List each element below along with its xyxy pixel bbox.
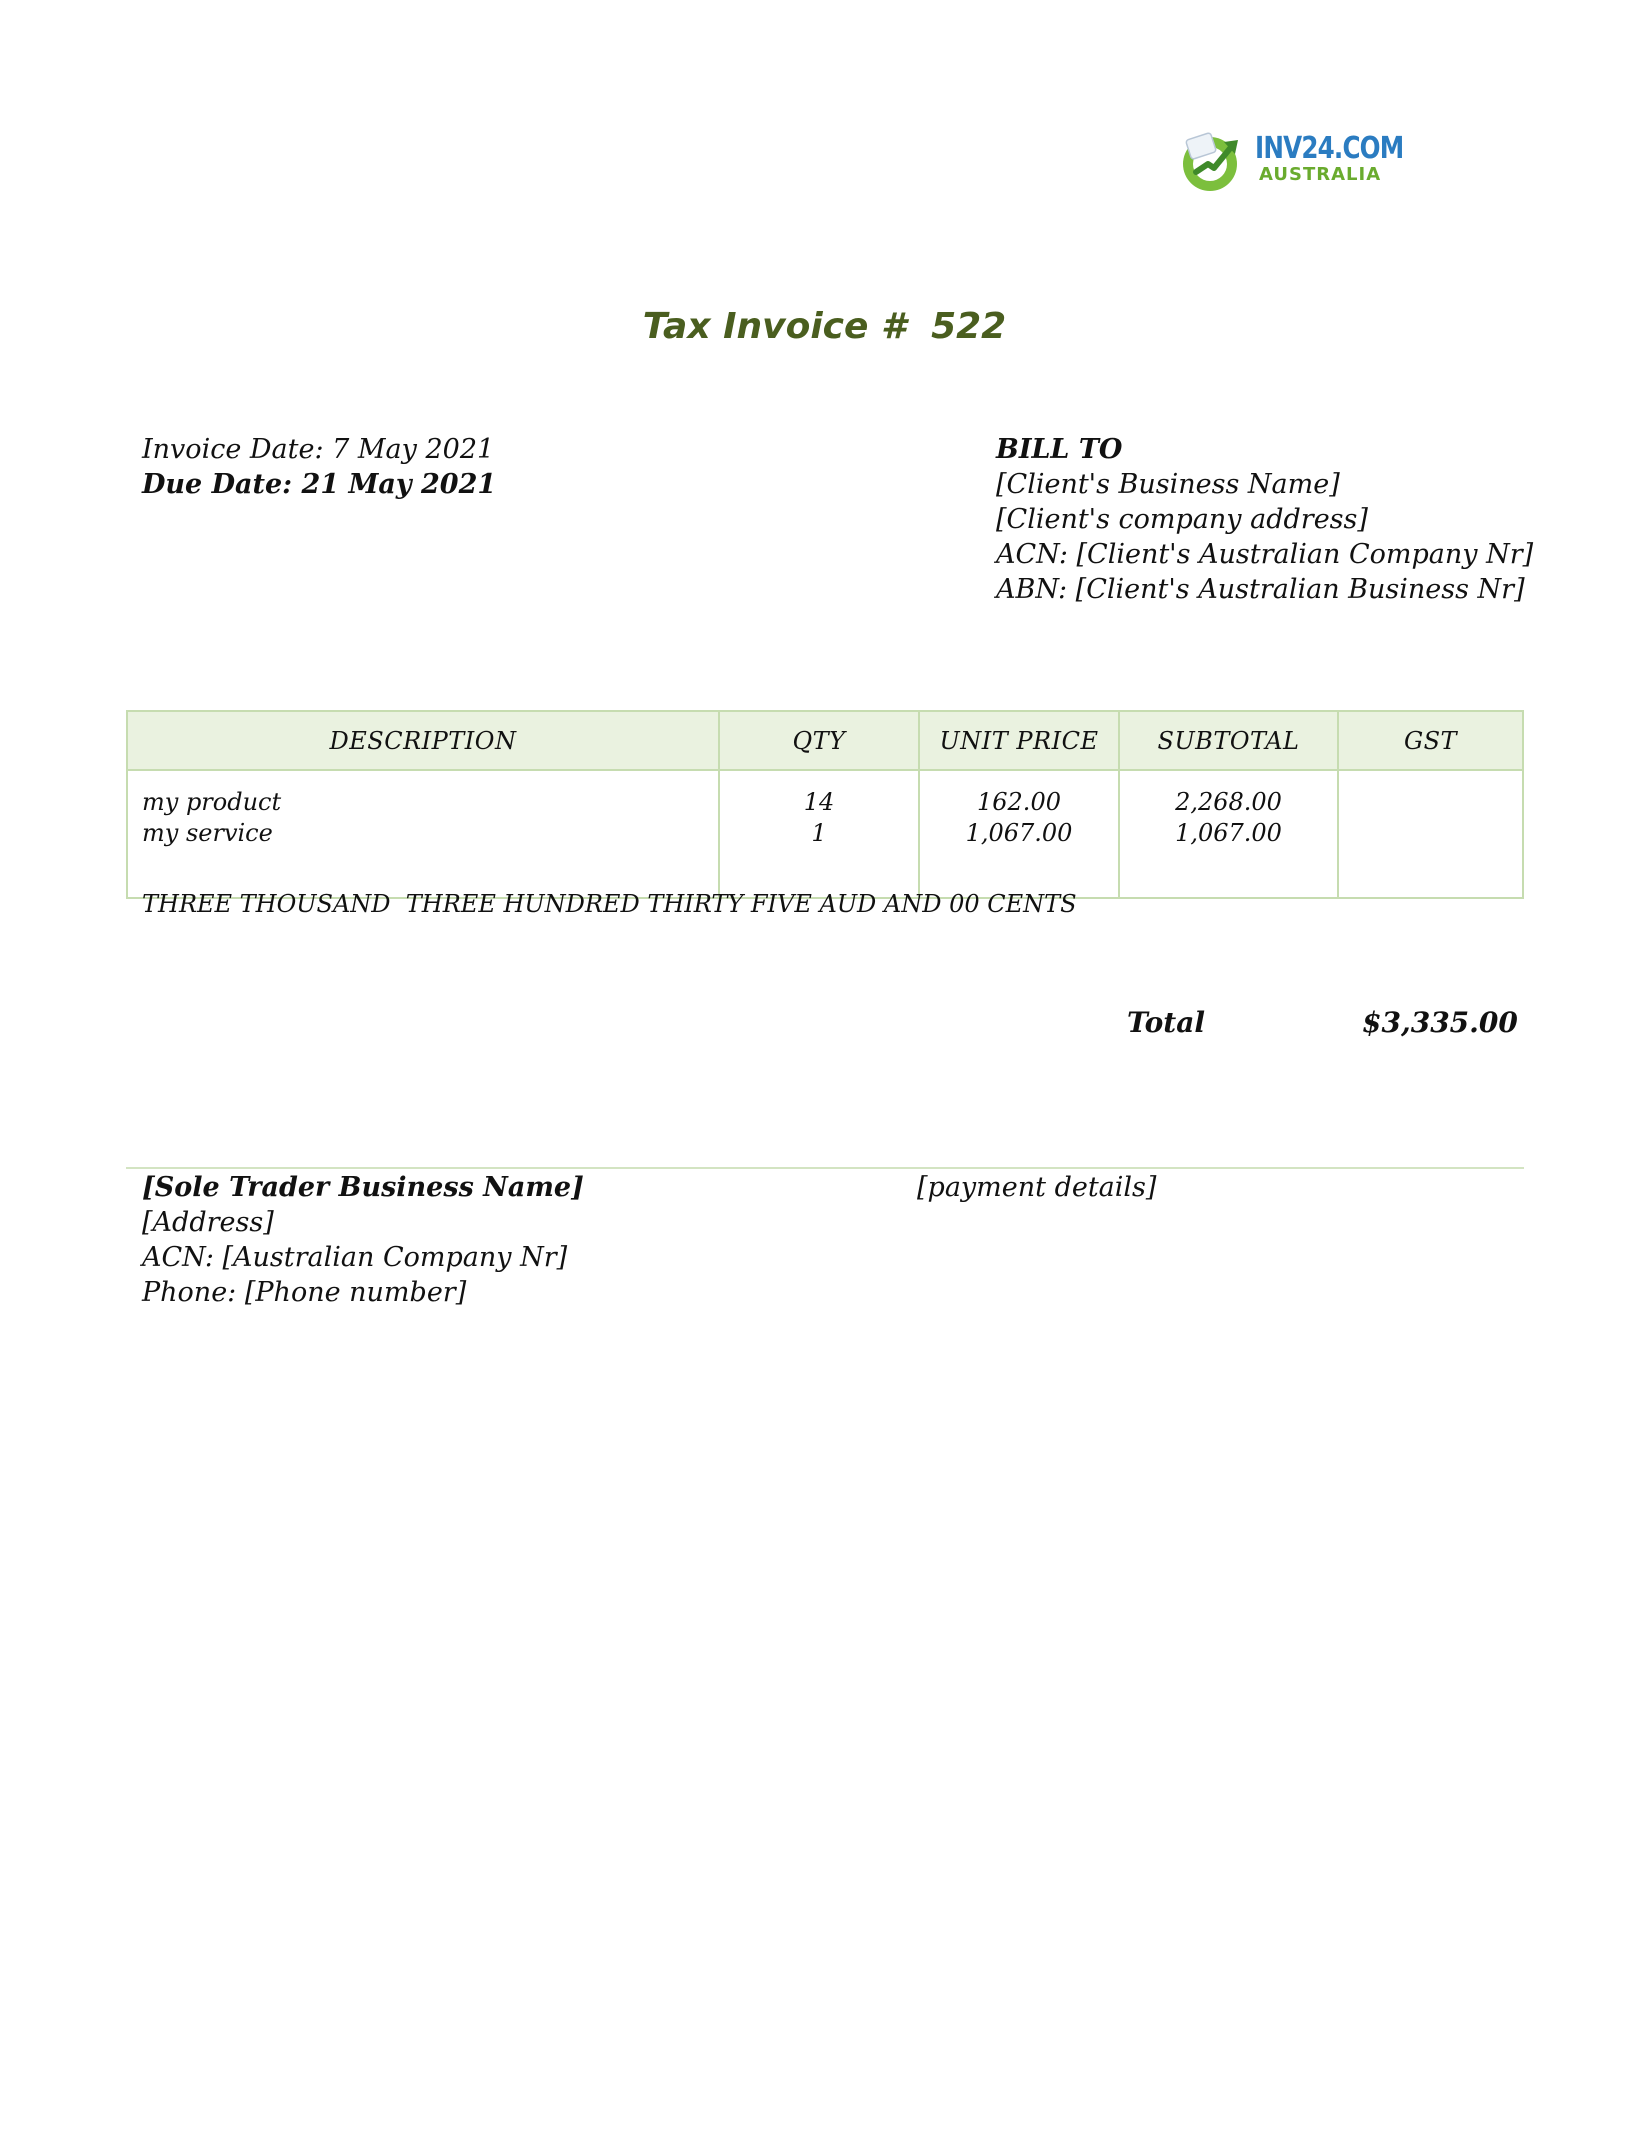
item-unit-price: 162.00 <box>977 788 1061 816</box>
total-label: Total <box>1127 1006 1206 1039</box>
client-acn: ACN: [Client's Australian Company Nr] <box>996 539 1534 570</box>
header-qty: QTY <box>719 711 919 770</box>
amount-in-words: THREE THOUSAND THREE HUNDRED THIRTY FIVE AUD AND 00 CENTS <box>142 890 1077 918</box>
client-business-name: [Client's Business Name] <box>996 469 1340 500</box>
item-qty: 1 <box>811 819 827 847</box>
invoice-title-prefix: Tax Invoice # <box>642 306 906 347</box>
cell-unit-price <box>919 770 1119 898</box>
header-subtotal: SUBTOTAL <box>1119 711 1338 770</box>
logo-wordmark <box>1255 131 1436 185</box>
cell-gst <box>1338 770 1523 898</box>
checkmark-arrow-icon <box>1180 128 1246 194</box>
invoice-title <box>0 306 1649 347</box>
seller-address: [Address] <box>142 1207 274 1238</box>
due-date: Due Date: 21 May 2021 <box>142 469 497 500</box>
logo-country-text: AUSTRALIA <box>1259 164 1382 185</box>
bill-to-block <box>996 432 1533 607</box>
seller-acn: ACN: [Australian Company Nr] <box>142 1242 568 1273</box>
invoice-date: Invoice Date: 7 May 2021 <box>142 434 495 465</box>
header-unit-price: UNIT PRICE <box>919 711 1119 770</box>
footer-divider <box>126 1167 1524 1169</box>
payment-details: [payment details] <box>917 1172 1157 1203</box>
header-gst: GST <box>1338 711 1523 770</box>
item-qty: 14 <box>803 788 835 816</box>
cell-subtotal <box>1119 770 1338 898</box>
item-subtotal: 1,067.00 <box>1175 819 1282 847</box>
item-description: my product <box>142 788 282 816</box>
company-logo <box>1180 126 1404 196</box>
item-unit-price: 1,067.00 <box>965 819 1073 847</box>
item-description: my service <box>142 819 273 847</box>
seller-business-name: [Sole Trader Business Name] <box>142 1172 584 1203</box>
client-abn: ABN: [Client's Australian Business Nr] <box>996 574 1525 605</box>
item-subtotal: 2,268.00 <box>1175 788 1282 816</box>
bill-to-heading: BILL TO <box>996 434 1123 465</box>
line-items-table <box>126 710 1524 899</box>
table-header-row <box>127 711 1523 770</box>
cell-description <box>127 770 719 898</box>
logo-brand-text: INV24.COM <box>1255 131 1404 166</box>
seller-block <box>142 1170 584 1310</box>
total-amount: $3,335.00 <box>1362 1006 1518 1039</box>
header-description: DESCRIPTION <box>127 711 719 770</box>
client-address: [Client's company address] <box>996 504 1368 535</box>
invoice-dates <box>142 432 496 502</box>
invoice-number: 522 <box>931 306 1007 347</box>
cell-qty <box>719 770 919 898</box>
seller-phone: Phone: [Phone number] <box>142 1277 467 1308</box>
table-row <box>127 770 1523 898</box>
